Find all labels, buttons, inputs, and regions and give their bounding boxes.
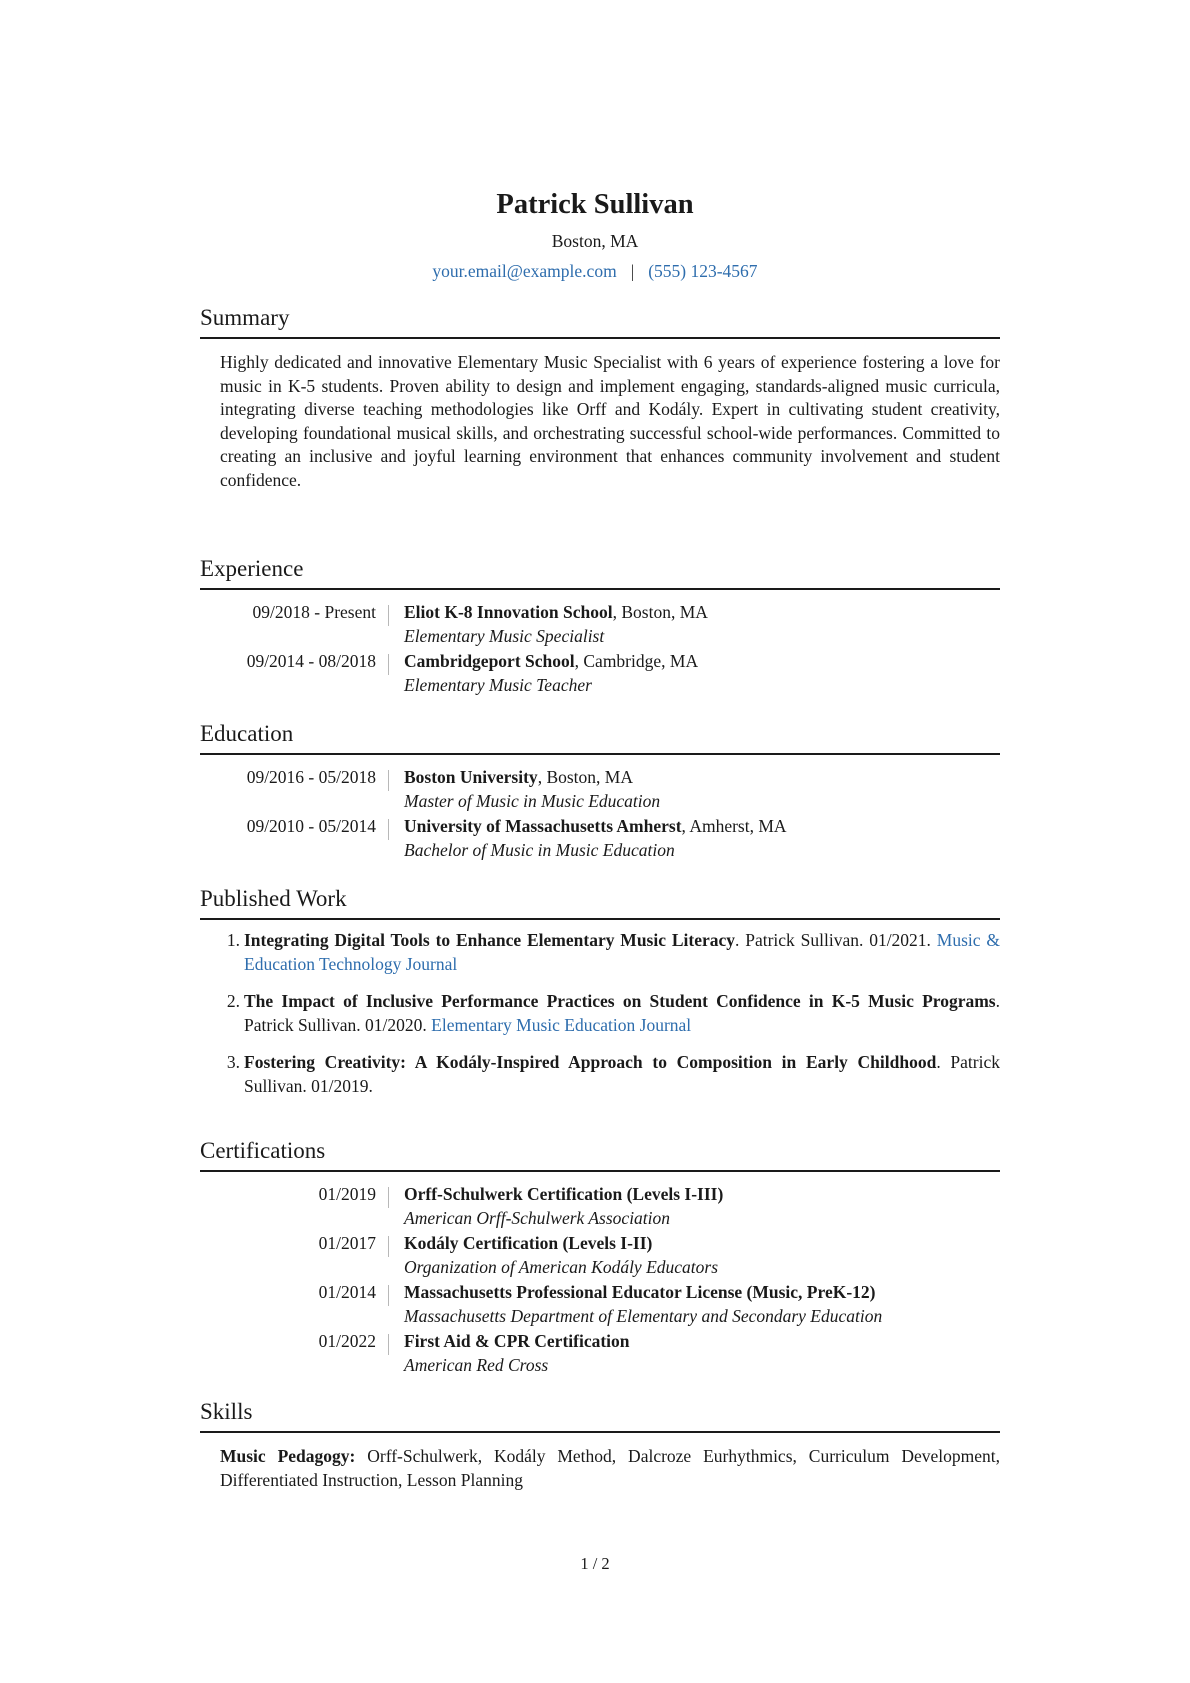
contact-separator: | — [630, 261, 635, 281]
entry-institution: University of Massachusetts Amherst — [404, 816, 682, 836]
certification-entry — [200, 1232, 1000, 1279]
certification-entry — [200, 1183, 1000, 1230]
certifications-section — [200, 1137, 1000, 1377]
email-link[interactable]: your.email@example.com — [432, 261, 617, 281]
section-heading-skills: Skills — [200, 1398, 1000, 1433]
certification-name: Orff-Schulwerk Certification (Levels I-III) — [404, 1184, 724, 1204]
skills-category-label: Music Pedagogy: — [220, 1446, 356, 1466]
publication-title: Integrating Digital Tools to Enhance Elementary Music Literacy — [244, 930, 736, 950]
certification-name: First Aid & CPR Certification — [404, 1331, 630, 1351]
certification-entry — [200, 1330, 1000, 1377]
certification-entry — [200, 1281, 1000, 1328]
entry-location: , Cambridge, MA — [574, 651, 699, 671]
experience-entry — [200, 601, 1000, 648]
publication-number: 2. — [226, 991, 240, 1011]
experience-section — [200, 555, 1000, 697]
certification-issuer: American Orff-Schulwerk Association — [404, 1207, 671, 1228]
certification-issuer: Organization of American Kodály Educators — [404, 1256, 719, 1277]
summary-section — [200, 304, 1000, 492]
publication-venue-link[interactable]: Elementary Music Education Journal — [431, 1014, 692, 1035]
entry-institution: Boston University — [404, 767, 538, 787]
publication-meta: . Patrick Sullivan. 01/2020. — [244, 991, 1000, 1035]
publication-item — [200, 990, 1000, 1037]
entry-location: , Boston, MA — [537, 767, 633, 787]
section-heading-experience: Experience — [200, 555, 1000, 590]
entry-dates: 09/2016 - 05/2018 — [246, 767, 376, 787]
entry-organization: Cambridgeport School — [404, 651, 575, 671]
published-work-section — [200, 885, 1000, 1112]
candidate-name: Patrick Sullivan — [496, 189, 694, 220]
publication-meta: . Patrick Sullivan. 01/2019. — [244, 1052, 1000, 1096]
experience-entry — [200, 650, 1000, 697]
certification-name: Massachusetts Professional Educator License (Music, PreK-12) — [404, 1282, 876, 1302]
publication-number: 3. — [226, 1052, 240, 1072]
education-section — [200, 720, 1000, 862]
entry-role: Elementary Music Specialist — [404, 625, 605, 646]
page-number: 1 / 2 — [580, 1554, 610, 1573]
publication-number: 1. — [226, 930, 240, 950]
section-heading-summary: Summary — [200, 304, 1000, 339]
entry-location: , Amherst, MA — [681, 816, 787, 836]
candidate-location: Boston, MA — [551, 231, 639, 251]
certification-date: 01/2022 — [318, 1331, 376, 1351]
certification-date: 01/2019 — [318, 1184, 376, 1204]
education-entry — [200, 815, 1000, 862]
section-heading-education: Education — [200, 720, 1000, 755]
certification-issuer: American Red Cross — [404, 1354, 549, 1375]
entry-dates: 09/2014 - 08/2018 — [246, 651, 376, 671]
certification-name: Kodály Certification (Levels I-II) — [404, 1233, 653, 1253]
publication-title: The Impact of Inclusive Performance Practices on Student Confidence in K-5 Music Programs — [244, 991, 996, 1011]
publication-list — [200, 929, 1000, 1098]
entry-degree: Master of Music in Music Education — [404, 790, 661, 811]
entry-dates: 09/2010 - 05/2014 — [246, 816, 376, 836]
publication-item — [200, 929, 1000, 976]
entry-role: Elementary Music Teacher — [404, 674, 592, 695]
publication-item — [200, 1051, 1000, 1098]
skills-list: Orff-Schulwerk, Kodály Method, Dalcroze Eurhythmics, Curriculum Development, Differentiated Instruction, Lesson Planning — [220, 1446, 1000, 1490]
certification-issuer: Massachusetts Department of Elementary and Secondary Education — [404, 1305, 883, 1326]
skills-section — [200, 1398, 1000, 1492]
resume-header — [0, 188, 1190, 282]
entry-organization: Eliot K-8 Innovation School — [404, 602, 613, 622]
entry-dates: 09/2018 - Present — [252, 602, 376, 622]
section-heading-published-work: Published Work — [200, 885, 1000, 920]
skills-text — [220, 1445, 1000, 1492]
summary-text: Highly dedicated and innovative Elementary Music Specialist with 6 years of experience fostering a love for music in K-5 students. Proven ability to design and implement engaging, standards-aligned music curricula, integrating diverse teaching methodologies like Orff and Kodály. Expert in cultivating student creativity, developing foundational musical skills, and orchestrating successful school-wide performances. Committed to creating an inclusive and joyful learning environment that enhances community involvement and student confidence. — [220, 352, 1000, 490]
contact-line — [0, 260, 1190, 282]
education-entry — [200, 766, 1000, 813]
section-heading-certifications: Certifications — [200, 1137, 1000, 1172]
publication-venue-link[interactable]: Music & Education Technology Journal — [244, 930, 1000, 974]
publication-meta: . Patrick Sullivan. 01/2021. — [735, 930, 937, 950]
phone-link[interactable]: (555) 123-4567 — [648, 261, 758, 281]
certification-date: 01/2017 — [318, 1233, 376, 1253]
entry-location: , Boston, MA — [612, 602, 708, 622]
entry-degree: Bachelor of Music in Music Education — [404, 839, 675, 860]
publication-title: Fostering Creativity: A Kodály-Inspired Approach to Composition in Early Childhood — [244, 1052, 937, 1072]
certification-date: 01/2014 — [318, 1282, 376, 1302]
